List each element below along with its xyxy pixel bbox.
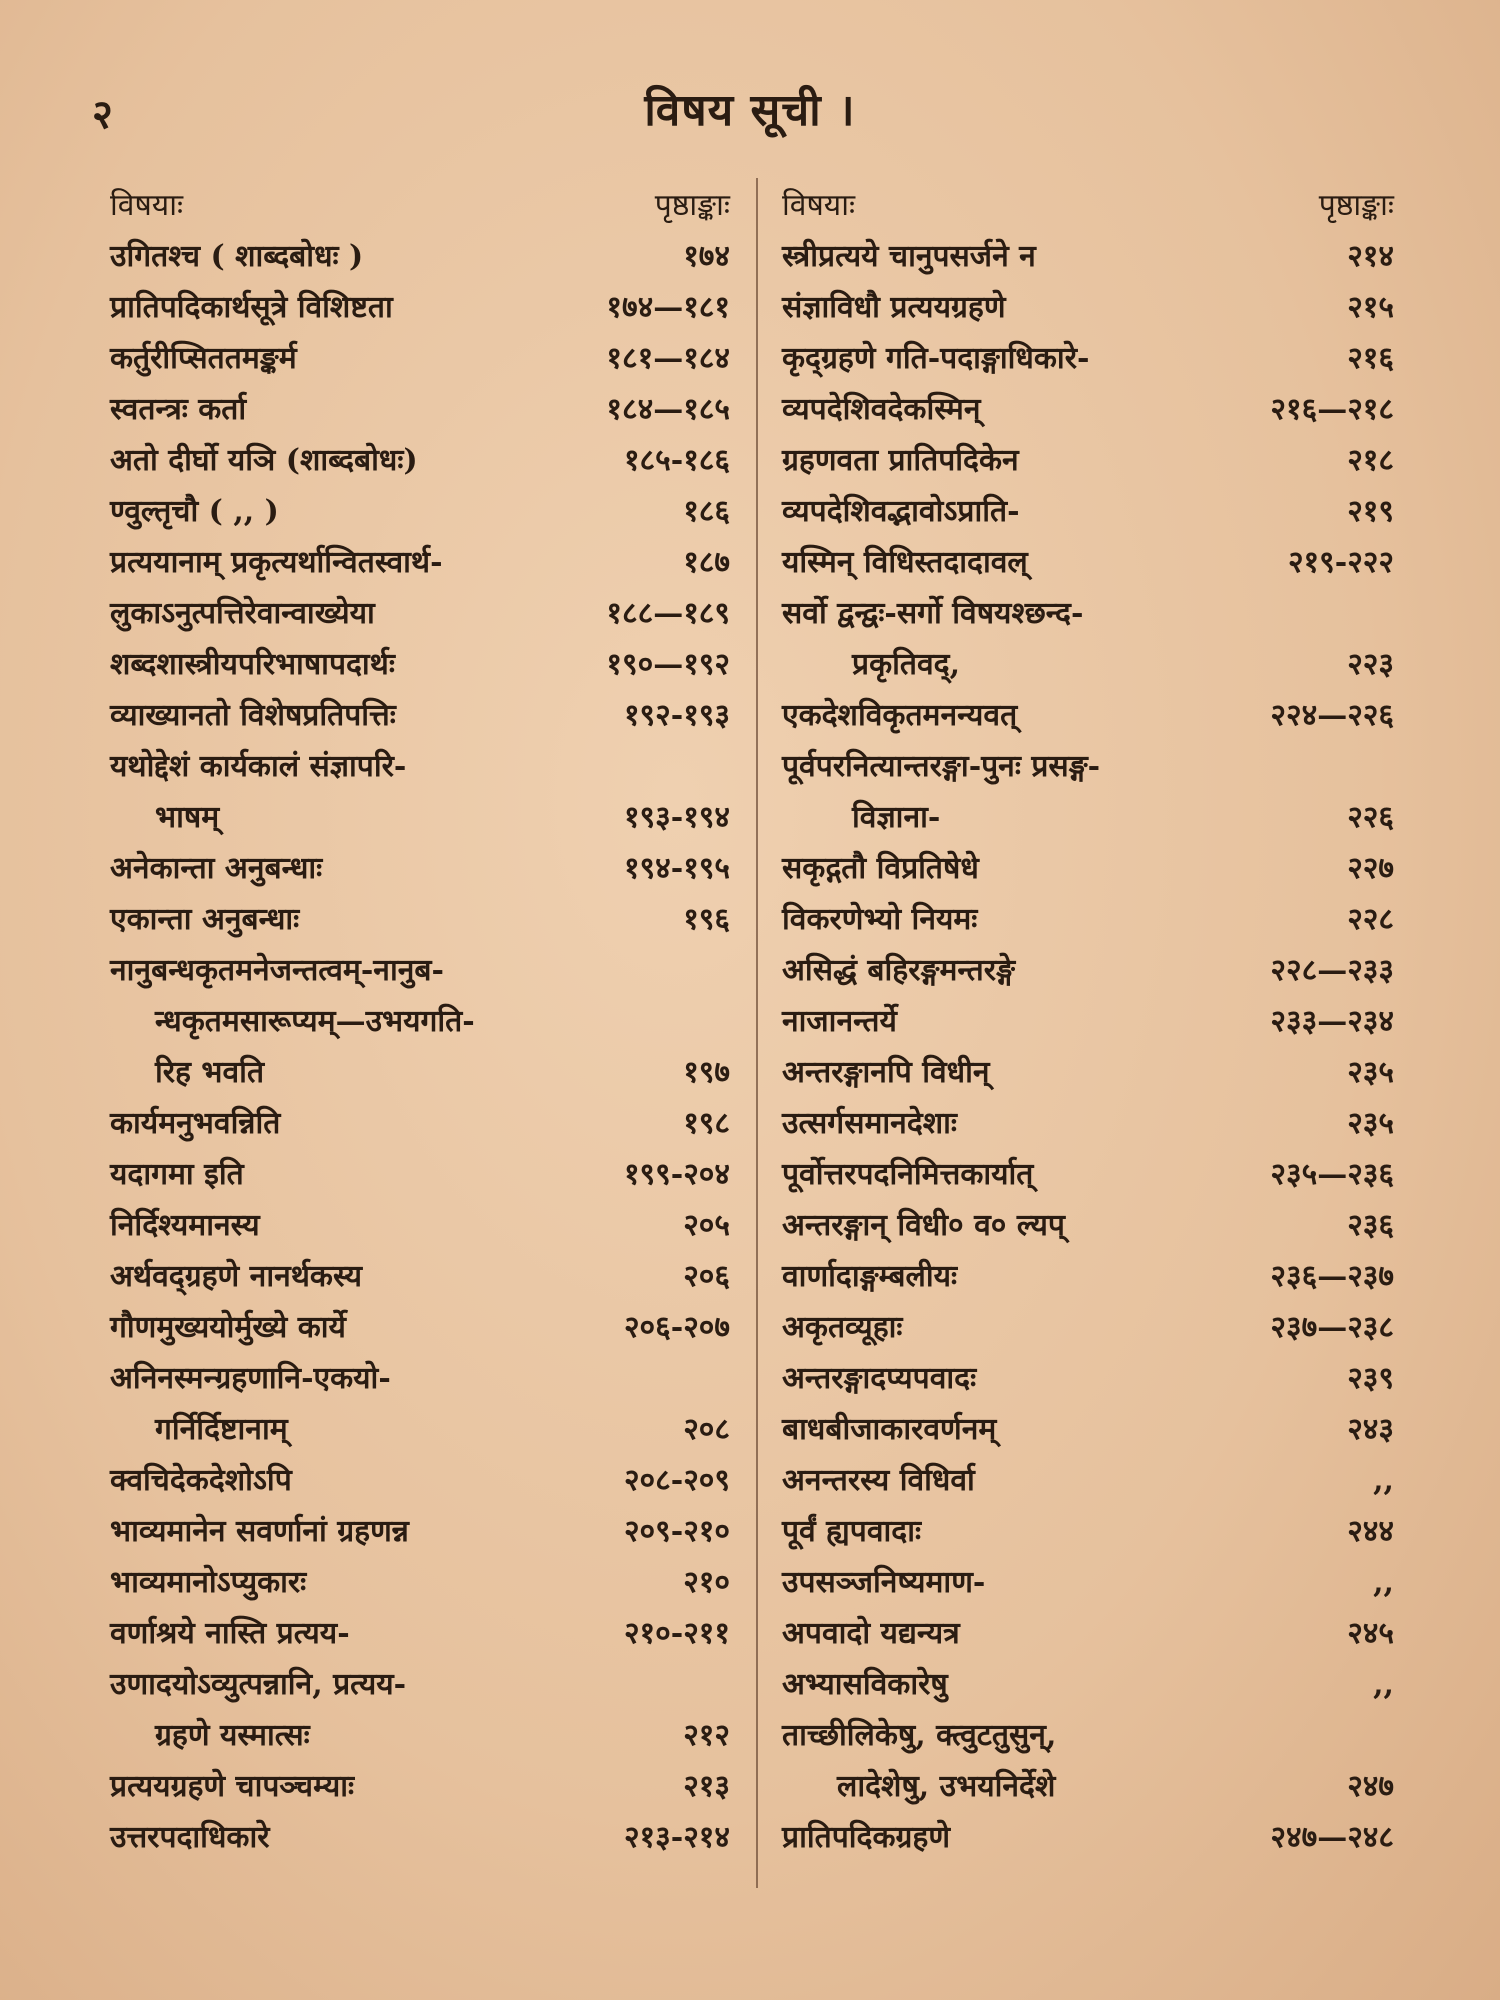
entry-topic: गर्निर्दिष्टानाम् [155,1412,288,1447]
entry-topic: लुकाऽनुत्पत्तिरेवान्वाख्येया [110,596,375,631]
entry-topic: व्यपदेशिवदेकस्मिन् [782,392,981,427]
index-entry [110,639,730,690]
entry-page: १८४—१८५ [606,392,730,427]
entry-topic: एकान्ता अनुबन्धाः [110,902,300,937]
entry-page: २२८—२३३ [1270,953,1394,988]
entry-topic: स्त्रीप्रत्यये चानुपसर्जने न [782,239,1036,274]
entry-topic: रिह भवति [155,1055,265,1090]
entry-page: २२४—२२६ [1270,698,1394,733]
entry-topic: भाषम् [155,800,220,835]
entry-page: २०५ [683,1208,730,1243]
entry-topic: प्रकृतिवद्, [852,647,961,682]
entry-topic: सकृद्गतौ विप्रतिषेधे [782,851,979,886]
entry-page: १८६ [683,494,730,529]
entry-topic: अतो दीर्घो यञि (शाब्दबोधः) [110,443,418,478]
entry-page: २४७ [1347,1769,1394,1804]
entry-page: ,, [1373,1667,1394,1702]
entry-topic: अकृतव्यूहाः [782,1310,903,1345]
entry-page: २०८-२०९ [623,1463,730,1498]
entry-page: ,, [1373,1463,1394,1498]
index-entry [782,1353,1394,1404]
entry-topic: लादेशेषु, उभयनिर्देशे [837,1769,1056,1804]
entry-topic: ग्रहणे यस्मात्सः [155,1718,310,1753]
entry-topic: ताच्छीलिकेषु, क्त्वुटतुसुन्, [782,1718,1057,1753]
page-title: विषय सूची । [644,85,856,136]
entry-page: २४७—२४८ [1270,1820,1394,1855]
entry-page: २३७—२३८ [1270,1310,1394,1345]
index-entry [110,1098,730,1149]
index-entry [110,996,730,1047]
entry-page: २४४ [1347,1514,1394,1549]
index-entry [782,1557,1394,1608]
entry-topic: अपवादो यद्यन्यत्र [782,1616,960,1651]
entry-page: २०८ [683,1412,730,1447]
index-entry [782,1659,1394,1710]
index-entry [782,792,1394,843]
entry-page: १९४-१९५ [623,851,730,886]
column-header [782,180,1394,231]
entry-topic: कर्तुरीप्सिततमङ्कर्म [110,341,297,376]
entry-topic: शब्दशास्त्रीयपरिभाषापदार्थः [110,647,395,682]
index-entry [782,1506,1394,1557]
index-entry [110,1149,730,1200]
index-entry [782,894,1394,945]
right-column [782,180,1394,1863]
entry-topic: पूर्वं ह्यपवादाः [782,1514,922,1549]
index-entry [782,588,1394,639]
entry-page: १९०—१९२ [606,647,730,682]
index-entry [110,843,730,894]
entry-page: २४३ [1347,1412,1394,1447]
entry-topic: प्रातिपदिकग्रहणे [782,1820,951,1855]
entry-topic: अर्थवद्ग्रहणे नानर्थकस्य [110,1259,363,1294]
index-entry [782,1761,1394,1812]
index-entry [110,1404,730,1455]
entry-topic: वार्णादाङ्गम्बलीयः [782,1259,958,1294]
entry-page: २१९-२२२ [1287,545,1394,580]
index-entry [782,1200,1394,1251]
index-entry [782,231,1394,282]
index-entry [110,792,730,843]
index-entry [110,384,730,435]
column-divider [756,178,758,1888]
entry-topic: असिद्धं बहिरङ्गमन्तरङ्गे [782,953,1016,988]
entry-page: १९९-२०४ [623,1157,730,1192]
index-entry [110,690,730,741]
index-entry [110,537,730,588]
index-entry [782,333,1394,384]
entry-page: १७४—१८१ [606,290,730,325]
entry-topic: अनन्तरस्य विधिर्वा [782,1463,975,1498]
index-entry [782,996,1394,1047]
index-entry [110,1047,730,1098]
entry-page: २२८ [1347,902,1394,937]
entry-page: २३६ [1347,1208,1394,1243]
entry-topic: सर्वो द्वन्द्वः-सर्गो विषयश्छन्द- [782,596,1084,631]
index-entry [110,231,730,282]
entry-page: २१८ [1347,443,1394,478]
entry-topic: विज्ञाना- [852,800,941,835]
entry-topic: अन्तरङ्गादप्यपवादः [782,1361,977,1396]
entry-page: २२७ [1347,851,1394,886]
index-entry [110,1353,730,1404]
entry-page: २०६-२०७ [623,1310,730,1345]
index-entry [110,894,730,945]
entry-page: २३५—२३६ [1270,1157,1394,1192]
entry-page: २३६—२३७ [1270,1259,1394,1294]
index-entry [110,1251,730,1302]
index-entry [782,1149,1394,1200]
entry-topic: अनिनस्मन्ग्रहणानि-एकयो- [110,1361,391,1396]
index-entry [782,537,1394,588]
entry-topic: अनेकान्ता अनुबन्धाः [110,851,323,886]
entry-topic: स्वतन्त्रः कर्ता [110,392,247,427]
entry-topic: बाधबीजाकारवर्णनम् [782,1412,997,1447]
entry-topic: उपसञ्जनिष्यमाण- [782,1565,986,1600]
entry-page: १८८—१८९ [606,596,730,631]
index-entry [782,384,1394,435]
index-entry [110,1302,730,1353]
entry-topic: प्रातिपदिकार्थसूत्रे विशिष्टता [110,290,393,325]
entry-topic: उत्सर्गसमानदेशाः [782,1106,957,1141]
header-topic-label: विषयाः [110,188,184,223]
index-entry [782,435,1394,486]
entry-page: २०९-२१० [623,1514,730,1549]
entry-topic: व्याख्यानतो विशेषप्रतिपत्तिः [110,698,396,733]
index-entry [110,1506,730,1557]
entry-page: २०६ [683,1259,730,1294]
index-entry [782,639,1394,690]
entry-page: १८१—१८४ [606,341,730,376]
entry-topic: भाव्यमानोऽप्युकारः [110,1565,307,1600]
index-entry [110,1812,730,1863]
entry-topic: उगितश्च ( शाब्दबोधः ) [110,239,364,274]
entry-page: २२६ [1347,800,1394,835]
entry-topic: भाव्यमानेन सवर्णानां ग्रहणन्न [110,1514,409,1549]
header-page-label: पृष्ठाङ्काः [654,188,730,223]
entry-page: २३९ [1347,1361,1394,1396]
entry-page: २३५ [1347,1055,1394,1090]
index-entry [110,486,730,537]
entry-topic: यस्मिन् विधिस्तदादावल् [782,545,1028,580]
entry-page: १८५-१८६ [623,443,730,478]
entry-page: २१३ [683,1769,730,1804]
entry-page: ,, [1373,1565,1394,1600]
index-entry [110,1557,730,1608]
index-entry [110,1608,730,1659]
index-entry [782,1251,1394,1302]
entry-topic: नानुबन्धकृतमनेजन्तत्वम्-नानुब- [110,953,444,988]
entry-page: २१६—२१८ [1270,392,1394,427]
entry-topic: न्धकृतमसारूप्यम्—उभयगति- [155,1004,475,1039]
entry-page: १८७ [683,545,730,580]
entry-topic: क्वचिदेकदेशोऽपि [110,1463,292,1498]
entry-page: २१६ [1347,341,1394,376]
column-header [110,180,730,231]
entry-topic: एकदेशविकृतमनन्यवत् [782,698,1018,733]
index-entry [110,1710,730,1761]
entry-topic: ग्रहणवता प्रातिपदिकेन [782,443,1019,478]
index-entry [782,1404,1394,1455]
entry-page: २१०-२११ [623,1616,730,1651]
index-entry [110,333,730,384]
index-entry [782,741,1394,792]
entry-topic: कार्यमनुभवन्निति [110,1106,281,1141]
entry-topic: ण्वुल्तृचौ ( ,, ) [110,494,279,529]
left-column [110,180,730,1863]
entry-topic: गौणमुख्ययोर्मुख्ये कार्ये [110,1310,346,1345]
index-entry [110,1761,730,1812]
entry-page: १९६ [683,902,730,937]
entry-page: २१४ [1347,239,1394,274]
entry-page: २१० [683,1565,730,1600]
entry-topic: पूर्वोत्तरपदनिमित्तकार्यात् [782,1157,1034,1192]
index-entry [782,1710,1394,1761]
entry-topic: प्रत्ययानाम् प्रकृत्यर्थान्वितस्वार्थ- [110,545,443,580]
index-entry [110,1659,730,1710]
header-topic-label: विषयाः [782,188,856,223]
index-entry [782,1455,1394,1506]
entry-page: १९७ [683,1055,730,1090]
entry-topic: अन्तरङ्गानपि विधीन् [782,1055,990,1090]
index-entry [782,1047,1394,1098]
page-number: २ [92,91,113,138]
index-entry [782,1608,1394,1659]
entry-page: २२३ [1347,647,1394,682]
entry-topic: प्रत्ययग्रहणे चापञ्चम्याः [110,1769,355,1804]
index-entry [782,1098,1394,1149]
entry-topic: विकरणेभ्यो नियमः [782,902,978,937]
entry-page: २३३—२३४ [1270,1004,1394,1039]
index-entry [782,486,1394,537]
index-entry [782,843,1394,894]
index-entry [782,1812,1394,1863]
entry-topic: वर्णाश्रये नास्ति प्रत्यय- [110,1616,350,1651]
entry-page: २३५ [1347,1106,1394,1141]
index-entry [782,1302,1394,1353]
entry-topic: उत्तरपदाधिकारे [110,1820,270,1855]
entry-topic: पूर्वपरनित्यान्तरङ्गा-पुनः प्रसङ्ग- [782,749,1101,784]
entry-topic: व्यपदेशिवद्भावोऽप्राति- [782,494,1020,529]
entry-topic: निर्दिश्यमानस्य [110,1208,260,1243]
entry-page: २१९ [1347,494,1394,529]
entry-page: २१३-२१४ [623,1820,730,1855]
entry-topic: अन्तरङ्गान् विधी० व० ल्यप् [782,1208,1065,1243]
index-entry [110,588,730,639]
entry-topic: नाजानन्तर्ये [782,1004,897,1039]
index-entry [782,282,1394,333]
entry-topic: यदागमा इति [110,1157,244,1192]
index-entry [110,282,730,333]
entry-page: २१२ [683,1718,730,1753]
index-entry [110,435,730,486]
index-entry [110,945,730,996]
entry-topic: उणादयोऽव्युत्पन्नानि, प्रत्यय- [110,1667,407,1702]
header-page-label: पृष्ठाङ्काः [1318,188,1394,223]
entry-page: १९८ [683,1106,730,1141]
entry-topic: अभ्यासविकारेषु [782,1667,948,1702]
entry-page: १९३-१९४ [623,800,730,835]
entry-page: १९२-१९३ [623,698,730,733]
index-entry [110,1455,730,1506]
index-entry [782,945,1394,996]
index-entry [110,1200,730,1251]
index-entry [110,741,730,792]
entry-page: २१५ [1347,290,1394,325]
entry-topic: कृद्ग्रहणे गति-पदाङ्गाधिकारे- [782,341,1090,376]
entry-page: २४५ [1347,1616,1394,1651]
entry-topic: यथोद्देशं कार्यकालं संज्ञापरि- [110,749,407,784]
entry-topic: संज्ञाविधौ प्रत्ययग्रहणे [782,290,1006,325]
entry-page: १७४ [683,239,730,274]
index-entry [782,690,1394,741]
